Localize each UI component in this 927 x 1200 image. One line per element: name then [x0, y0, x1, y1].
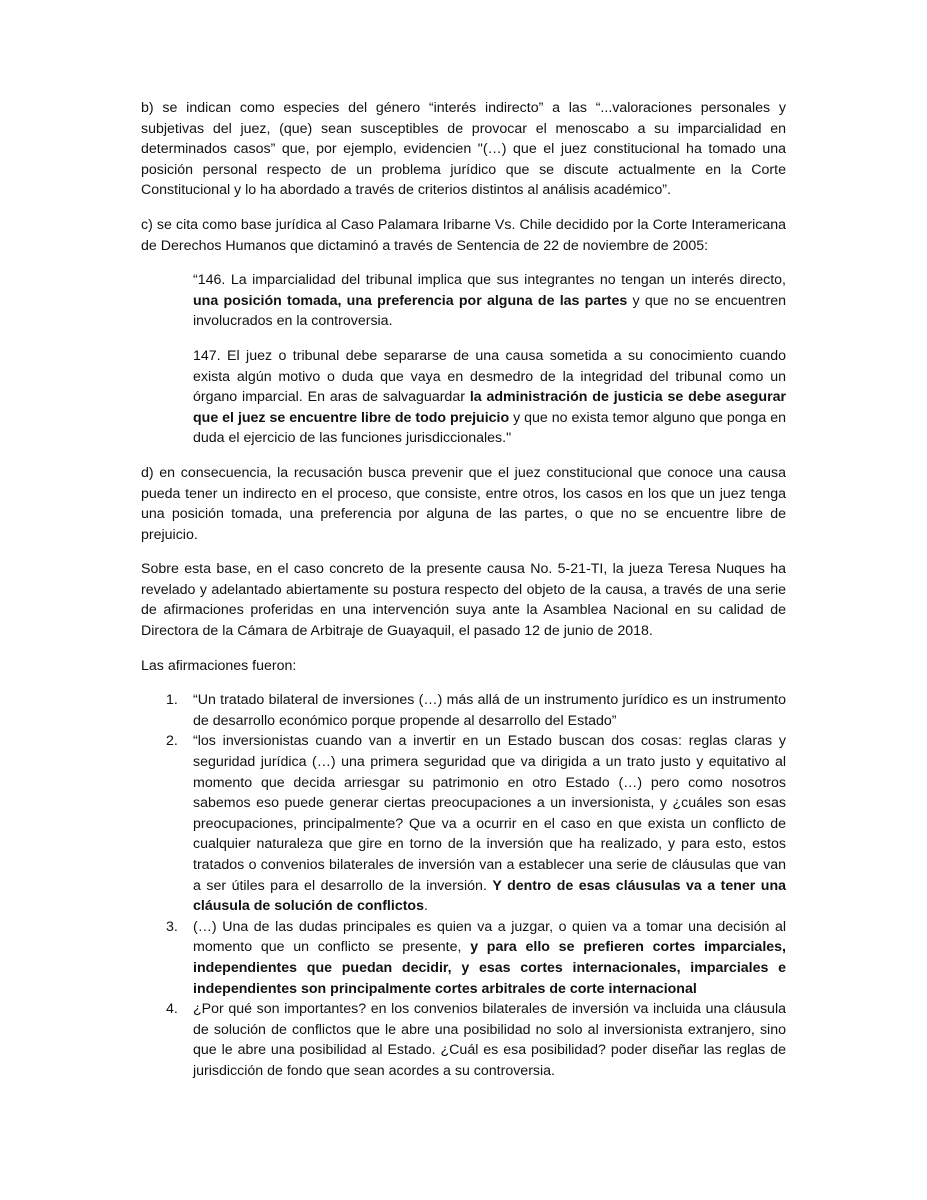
list-item [141, 917, 786, 999]
list-item-number: 2. [166, 733, 178, 750]
paragraph-base: Sobre esta base, en el caso concreto de la presente causa No. 5-21-TI, la jueza Teresa Nuques ha revelado y adelantado abiertamente su postura respecto del objeto de la causa, a través de una serie de afirmaciones proferidas en una intervención suya ante la Asamblea Nacional en su calidad de Directora de la Cámara de Arbitraje de Guayaquil, el pasado 12 de junio de 2018. [141, 561, 786, 640]
quote-147 [193, 346, 786, 449]
list-item [141, 731, 786, 916]
list-item-text: “los inversionistas cuando van a invertir en un Estado buscan dos cosas: reglas claras y seguridad jurídica (…) una primera seguridad que va dirigida a un trato justo y equitativo al momento que decida arriesgar su patrimonio en otro Estado (…) pero como nosotros sabemos eso puede generar ciertas preocupaciones a un inversionista, y ¿cuáles son esas preocupaciones, principalmente? Que va a ocurrir en el caso en que exista un conflicto de cualquier naturaleza que gire en torno de la inversión que ha realizado, y para esto, estos tratados o convenios bilaterales de inversión van a establecer una serie de cláusulas que van a ser útiles para el desarrollo de la inversión. [193, 733, 786, 894]
statements-list [141, 690, 786, 1081]
list-item-text: “Un tratado bilateral de inversiones (…) más allá de un instrumento jurídico es un instrumento de desarrollo económico porque propende al desarrollo del Estado” [193, 692, 786, 729]
paragraph-d: d) en consecuencia, la recusación busca prevenir que el juez constitucional que conoce una causa pueda tener un indirecto en el proceso, que consiste, entre otros, los casos en los que un juez tenga una posición tomada, una preferencia por alguna de las partes, o que no se encuentre libre de prejuicio. [141, 464, 786, 543]
paragraph-c: c) se cita como base jurídica al Caso Palamara Iribarne Vs. Chile decidido por la Corte Interamericana de Derechos Humanos que dictaminó a través de Sentencia de 22 de noviembre de 2005: [141, 216, 786, 254]
list-item-number: 1. [166, 692, 178, 709]
paragraph-b: b) se indican como especies del género “interés indirecto” a las “...valoraciones personales y subjetivas del juez, (que) sean susceptibles de provocar el menoscabo a su imparcialidad en determinados casos” que, por ejemplo, evidencien "(…) que el juez constitucional ha tomado una posición personal respecto de un problema jurídico que se discute actualmente en la Corte Constitucional y lo ha abordado a través de criterios distintos al análisis académico”. [141, 100, 786, 199]
quote-146-bold: una posición tomada, una preferencia por alguna de las partes [193, 292, 628, 309]
list-item-text: (…) Una de las dudas principales es quien va a juzgar, o quien va a tomar una decisión al momento que un conflicto se presente, [193, 918, 786, 956]
quote-147-text-end: y que no exista temor alguno que ponga en duda el ejercicio de las funciones jurisdiccionales." [193, 409, 786, 447]
list-item-bold: Y dentro de esas cláusulas va a tener una cláusula de solución de conflictos [193, 877, 786, 915]
quote-146-text-end: y que no se encuentren involucrados en la controversia. [193, 292, 787, 330]
list-item [141, 999, 786, 1081]
list-item [141, 690, 786, 731]
paragraph-afirmaciones: Las afirmaciones fueron: [141, 657, 297, 674]
list-item-text-end: . [424, 898, 428, 915]
list-item-bold: y para ello se prefieren cortes imparciales, independientes que puedan decidir, y esas cortes internacionales, imparciales e independientes son principalmente cortes arbitrales de corte internacional [193, 939, 786, 997]
quote-146 [193, 270, 786, 332]
list-item-number: 3. [166, 918, 178, 935]
quote-147-text: 147. El juez o tribunal debe separarse de una causa sometida a su conocimiento cuando exista algún motivo o duda que vaya en desmedro de la integridad del tribunal como un órgano imparcial. En aras de salvaguardar [193, 347, 786, 406]
list-item-text: ¿Por qué son importantes? en los convenios bilaterales de inversión va incluida una cláusula de solución de conflictos que le abre una posibilidad no solo al inversionista extranjero, sino que le abre una posibilidad al Estado. ¿Cuál es esa posibilidad? poder diseñar las reglas de jurisdicción de fondo que sean acordes a su controversia. [193, 1001, 786, 1079]
document-page [141, 98, 786, 1082]
quote-146-text: “146. La imparcialidad del tribunal implica que sus integrantes no tengan un interés directo, [193, 272, 786, 289]
quote-147-bold: la administración de justicia se debe asegurar que el juez se encuentre libre de todo prejuicio [193, 389, 786, 426]
list-item-number: 4. [166, 1001, 178, 1018]
